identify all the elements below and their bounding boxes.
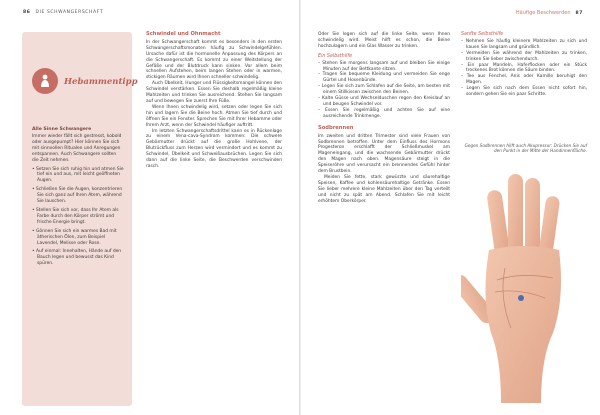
list-item: – Kalte Güsse und Wechselduschen regen den Kreislauf an und beugen Schwindel vor. [318,96,450,107]
section-title-sodbrennen: Sodbrennen [318,124,354,131]
body-paragraph: Im letzten Schwangerschaftsdrittel kann es in Rückenlage zu einem Vena-cava-Syndrom kommen: Die schwere Gebärmutter drückt auf die große Hohlvene, der Blutrückfluss zum Herzen wird vermindert und es kommt zu Schwindel, Übelkeit und Schweißausbrüchen. Legen Sie sich dann auf die linke Seite, die Beschwerden verschwinden rasch. [146,128,282,169]
list-item: – Tragen Sie bequeme Kleidung und vermeiden Sie enge Gürtel und Hosenbünde. [318,72,450,84]
body-paragraph: Oder Sie legen sich auf die linke Seite, wenn Ihnen schwindelig wird. Meist hilft es schon, die Beine hochzulagern und ein Glas Wasser zu trinken. [318,32,450,49]
sidebar-list-item: • Gönnen Sie sich ein warmes Bad mit ätherischen Ölen, zum Beispiel Lavendel, Melisse oder Rose. [32,228,117,246]
list-item: – Nehmen Sie häufig kleinere Mahlzeiten zu sich und kauen Sie langsam und gründlich. [461,38,588,50]
body-paragraph: Auch Übelkeit, Hunger und Flüssigkeitsmangel können den Schwindel verstärken. Essen Sie deshalb regelmäßig kleine Mahlzeiten und trinken Sie ausreichend. Stehen Sie langsam auf und bewegen Sie zuerst Ihre Füße. [146,81,282,104]
hand-illustration [461,168,587,403]
sidebar-subtitle: Alle Sinne Schwangere [32,127,92,132]
sidebar-body [32,134,124,270]
list-item-text: Essen Sie regelmäßig und achten Sie auf eine ausreichende Trinkmenge. [323,107,451,119]
list-item: – Vermeiden Sie während der Mahlzeiten zu trinken, trinken Sie lieber zwischendurch. [461,50,588,62]
body-paragraph: Meiden Sie fette, stark gewürzte und säurehaltige Speisen, Kaffee und kohlensäurehaltige Getränke. Essen Sie lieber mehrere kleine Mahlzeiten über den Tag verteilt und nicht zu spät am Abend. Schlafen Sie mit leicht erhöhtem Oberkörper. [318,174,450,204]
sidebar-list-item-text: Gönnen Sie sich ein warmes Bad mit ätherischen Ölen, zum Beispiel Lavendel, Melisse oder Rose. [36,228,117,246]
body-paragraph: Im zweiten und dritten Trimester sind viele Frauen von Sodbrennen betroffen. Unter dem Einfluss des Hormons Progesteron erschlafft der Schließmuskel am Mageneingang, und die wachsende Gebärmutter drückt den Magen nach oben. Magensäure steigt in die Speiseröhre und verursacht ein brennendes Gefühl hinter dem Brustbein. [318,133,450,175]
acupressure-point-marker [518,295,524,301]
list-item: – Essen Sie regelmäßig und achten Sie auf eine ausreichende Trinkmenge. [318,107,451,119]
list-item: – Legen Sie sich zum Schlafen auf die Seite, am besten mit einem Stillkissen zwischen den Beinen. [318,84,451,96]
page-number-left: 86 [23,10,31,15]
sidebar-list-item: • Stellen Sie sich vor, dass Ihr Atem als Farbe durch den Körper strömt und frische Energie bringt. [32,207,119,225]
list-item-text: Stehen Sie morgens langsam auf und bleiben Sie einige Minuten auf der Bettkante sitzen. [322,60,451,72]
subsection-title-sanfte-selbsthilfe: Sanfte Selbsthilfe [461,32,504,37]
list-item: – Stehen Sie morgens langsam auf und bleiben Sie einige Minuten auf der Bettkante sitzen. [318,60,451,72]
right-page [301,0,600,415]
left-page [0,0,299,415]
section-title-schwindel: Schwindel und Ohnmacht [146,31,221,37]
sidebar-list-item-text: Auf einmal: Innehalten, Hände auf den Bauch legen und bewusst das Kind spüren. [36,249,122,267]
sidebar-list-item-text: Stellen Sie sich vor, dass Ihr Atem als Farbe durch den Körper strömt und frische Energie bringt. [36,207,119,225]
sidebar-intro: Immer wieder fällt sich gestresst, kobold oder ausgepumpt? Hier können Sie sich mit sinnvollen Ritualen und Anregungen entspannen. Auch Schwangere sollten die Zeit nehmen. [32,134,122,163]
list-item-text: Vermeiden Sie während der Mahlzeiten zu trinken, trinken Sie lieber zwischendurch. [466,50,588,62]
sidebar-list-item-text: Setzen Sie sich ruhig hin und atmen Sie tief ein und aus, mit leicht geöffneten Augen. [36,166,124,184]
photo-caption: Gegen Sodbrennen hilft auch Akupressur: Drücken Sie auf den Punkt in der Mitte der Handinnenfläche. [464,143,587,154]
body-paragraph: In der Schwangerschaft kommt es besonders in den ersten Schwangerschaftsmonaten häufig zu Schwindelgefühlen. Ursache dafür ist die hormonelle Anpassung des Körpers an die Schwangerschaft. Es kommt zu einer Weitstellung der Gefäße und der Blutdruck kann sinken. Vor allem beim schnellen Aufstehen, beim langen Stehen oder in warmen, stickigen Räumen wird Ihnen schneller schwindelig. [146,39,282,81]
list-item: – Legen Sie sich nach dem Essen nicht sofort hin, sondern gehen Sie ein paar Schritte. [461,86,587,98]
body-paragraph: Wenn Ihnen schwindelig wird, setzen oder legen Sie sich hin und lagern Sie die Beine hoch. Atmen Sie tief durch und öffnen Sie ein Fenster. Sprechen Sie mit Ihrer Hebamme oder Ihrem Arzt, wenn der Schwindel häufiger auftritt. [146,104,282,128]
list-item-text: Kalte Güsse und Wechselduschen regen den Kreislauf an und beugen Schwindel vor. [322,96,450,107]
running-head-title-right: Häufige Beschwerden [515,10,571,16]
subsection-title-selbsthilfe: Ein Selbsthilfe [318,53,353,59]
list-item: – Tee aus Fenchel, Anis oder Kamille beruhigt den Magen. [461,74,587,86]
hebammentipp-sidebar [22,32,138,406]
mother-icon-glyph [37,73,53,89]
sidebar-list-item: • Auf einmal: Innehalten, Hände auf den Bauch legen und bewusst das Kind spüren. [32,249,122,267]
left-main-column [146,32,282,170]
list-item-text: Nehmen Sie häufig kleinere Mahlzeiten zu sich und kauen Sie langsam und gründlich. [465,38,588,50]
running-head-title-left: DIE SCHWANGERSCHAFT [35,10,104,15]
right-second-column [461,32,587,98]
sidebar-title: Hebammentipp [64,77,138,87]
running-head-left [20,10,103,15]
sidebar-list-item: • Setzen Sie sich ruhig hin und atmen Sie tief ein und aus, mit leicht geöffneten Augen. [32,166,124,184]
running-head-right [516,10,586,16]
list-item-text: Tee aus Fenchel, Anis oder Kamille beruhigt den Magen. [466,74,587,86]
list-item-text: Legen Sie sich zum Schlafen auf die Seite, am besten mit einem Stillkissen zwischen den Beinen. [321,84,451,96]
list-item: – Ein paar Mandeln, Haferflocken oder ein Stück trockenes Brot können die Säure binden. [461,62,588,74]
right-first-column [318,32,450,204]
page-number-right: 87 [575,11,583,16]
list-item-text: Ein paar Mandeln, Haferflocken oder ein Stück trockenes Brot können die Säure binden. [466,62,588,74]
sidebar-list-item-text: Schließen Sie die Augen, konzentrieren Sie sich ganz auf Ihren Atem, während Sie lauschen. [36,187,123,205]
sidebar-list-item: • Schließen Sie die Augen, konzentrieren Sie sich ganz auf Ihren Atem, während Sie lauschen. [32,187,123,205]
acupressure-hand-photo [461,168,587,403]
list-item-text: Legen Sie sich nach dem Essen nicht sofort hin, sondern gehen Sie ein paar Schritte. [466,86,587,98]
mother-icon [32,68,58,94]
list-item-text: Tragen Sie bequeme Kleidung und vermeiden Sie enge Gürtel und Hosenbünde. [322,72,450,84]
